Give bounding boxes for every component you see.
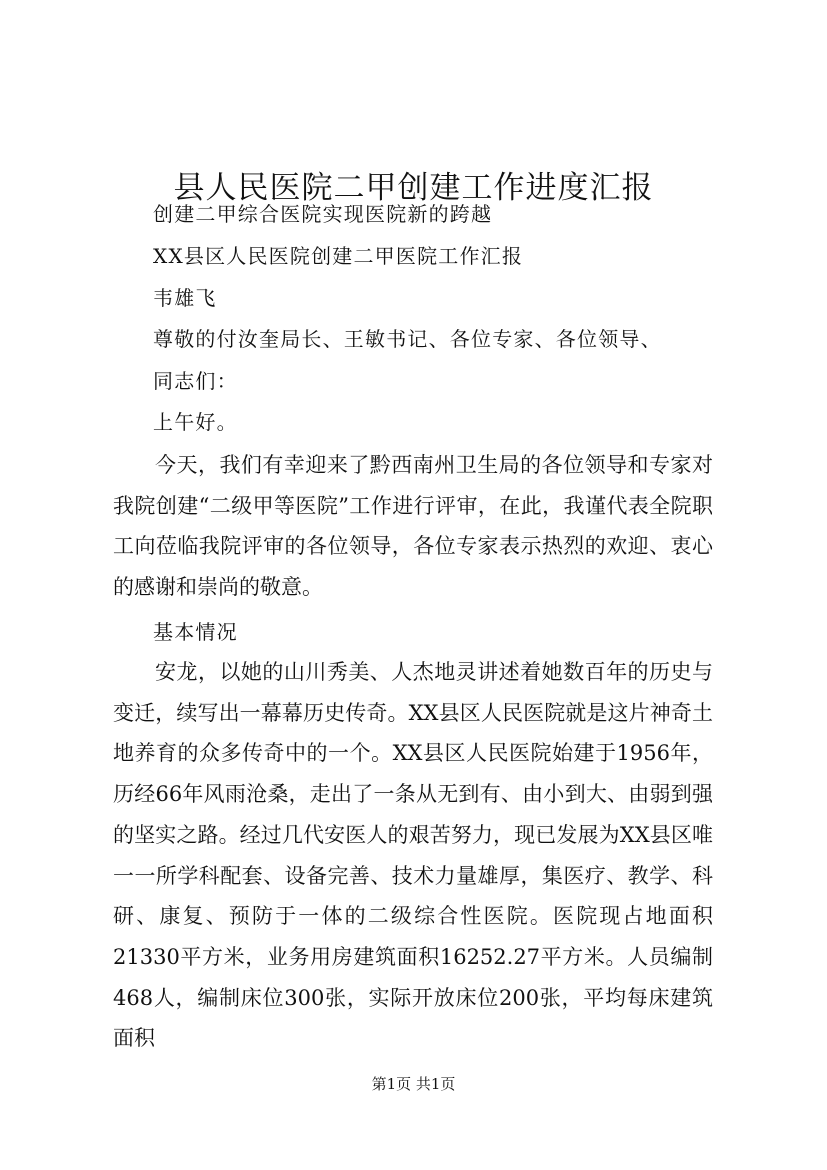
section-heading: 基本情况	[153, 620, 238, 644]
paragraph-basic-info: 安龙，以她的山川秀美、人杰地灵讲述着她数百年的历史与变迁，续写出一幕幕历史传奇。XX县区人民医院就是这片神奇土地养育的众多传奇中的一个。XX县区人民医院始建于1956年，历经66年风雨沧桑，走出了一条从无到有、由小到大、由弱到强的坚实之路。经过几代安医人的艰苦努力，现已发展为XX县区唯一一所学科配套、设备完善、技术力量雄厚，集医疗、教学、科研、康复、预防于一体的二级综合性医院。医院现占地面积21330平方米，业务用房建筑面积16252.27平方米。人员编制468人，编制床位300张，实际开放床位200张，平均每床建筑面积	[113, 660, 713, 1051]
greeting: 上午好。	[153, 410, 238, 434]
document-subtitle: 创建二甲综合医院实现医院新的跨越	[153, 202, 493, 226]
salutation: 尊敬的付汝奎局长、王敏书记、各位专家、各位领导、	[153, 327, 662, 351]
document-title: 县人民医院二甲创建工作进度汇报	[173, 169, 654, 206]
paragraph-welcome: 今天，我们有幸迎来了黔西南州卫生局的各位领导和专家对我院创建“二级甲等医院”工作进行评审，在此，我谨代表全院职工向莅临我院评审的各位领导，各位专家表示热烈的欢迎、衷心的感谢和崇尚的敬意。	[113, 453, 713, 600]
salutation-continued: 同志们：	[153, 369, 238, 393]
author-name: 韦雄飞	[153, 286, 217, 310]
report-title: XX县区人民医院创建二甲医院工作汇报	[153, 244, 524, 268]
page-number-footer: 第1页 共1页	[371, 1075, 456, 1093]
